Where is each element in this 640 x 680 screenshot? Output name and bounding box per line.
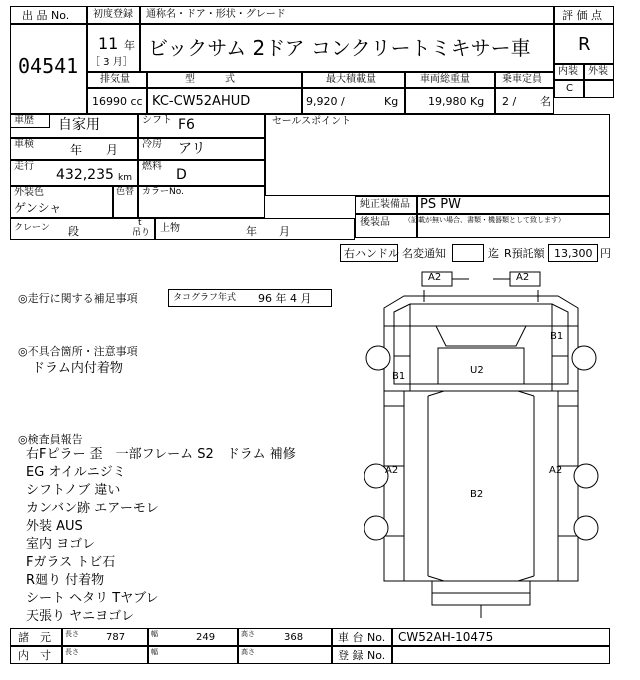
inspector-line: R廻り 付着物 [26,573,105,588]
crane-label: クレーン [14,223,50,233]
inner-length-label: 長さ [65,648,79,656]
history-label: 車歴 [14,115,34,126]
lot-number: 04541 [18,54,79,78]
gross-weight-label: 車両総重量 [420,74,470,85]
exterior-grade-label: 外装 [588,66,608,77]
dims-label: 諸 元 [18,631,51,644]
interior-grade-label: 内装 [558,66,578,77]
aftermarket-label: 後装品 [360,217,390,228]
inner-height-label: 高さ [241,648,255,656]
max-load-unit: Kg [384,95,399,108]
color-change-label: 色替 [116,187,135,197]
fuel-label: 燃料 [142,161,162,172]
handle-value: 右ハンドル [344,247,399,260]
first-reg-month: ［ 3 月］ [90,57,133,68]
chassis-no: CW52AH-10475 [398,630,494,644]
inspector-line: 室内 ヨゴレ [26,537,96,552]
first-reg-year: 11 [98,34,119,53]
inspection-value: 年 月 [70,143,119,157]
truck-damage-diagram [364,266,604,628]
crane-lift: 吊り [132,228,151,238]
upper-date: 年 月 [246,225,290,238]
inner-label: 内 寸 [18,649,51,662]
displacement-label: 排気量 [100,74,130,85]
damage-a2-top-left: A2 [428,272,442,283]
model-label: 通称名・ドア・形状・グレード [146,9,286,20]
history-value: 自家用 [58,117,100,133]
color-no-label: カラーNo. [142,187,184,197]
cancel-label: 迄 [488,247,499,260]
damage-a2-right: A2 [549,465,563,476]
inner-width-cell [148,646,238,664]
capacity-unit: 名 [540,95,551,108]
fuel-value: D [176,167,187,183]
capacity-value: 2 / [502,95,517,108]
equipment-label: 純正装備品 [360,199,410,210]
ac-value: アリ [178,141,206,157]
width-cell [148,628,238,646]
inspector-line: シフトノブ 違い [26,483,121,498]
exterior-grade-cell [584,80,614,98]
damage-b2: B2 [470,489,484,500]
length-label: 長さ [65,630,79,638]
inner-width-label: 幅 [151,648,158,656]
inspection-label: 車検 [14,139,34,150]
crane-stage: 段 [68,225,79,238]
model-code-label: 型 式 [185,74,235,85]
inspector-line: 外装 AUS [26,519,83,534]
model-code-value: KC-CW52AHUD [152,94,251,109]
shift-label: シフト [142,115,172,126]
defects-label: ◎不具合箇所・注意事項 [18,345,138,358]
overall-grade: R [578,34,591,55]
max-load-value: 9,920 / [306,95,345,108]
displacement-value: 16990 cc [92,95,143,108]
damage-a2-left: A2 [385,465,399,476]
mileage-label: 走行 [14,161,34,172]
crane-t: t [138,218,142,228]
max-load-label: 最大積載量 [326,74,376,85]
mileage-unit: km [118,173,132,183]
equipment-value: PS PW [420,197,461,212]
shift-value: F6 [178,117,195,133]
reg-cell [392,646,610,664]
gross-weight-value: 19,980 Kg [428,95,485,108]
name-change-label: 名変通知 [402,247,446,260]
upper-label: 上物 [160,223,180,234]
ac-label: 冷房 [142,139,162,150]
reg-label: 登 録 No. [338,649,386,662]
inspector-line: 右Fピラー 歪 一部フレーム S2 ドラム 補修 [26,447,296,462]
grade-label: 評 価 点 [562,9,602,22]
tacho-label: タコグラフ年式 [173,293,237,303]
aftermarket-note: （記載が無い場合、書類・機器類として致します） [404,216,565,224]
lot-label: 出 品 No. [22,9,70,22]
interior-grade: C [566,83,573,94]
inspector-line: Fガラス トビ石 [26,555,116,570]
inspector-line: 天張り ヤニヨゴレ [26,609,135,624]
inspector-line: EG オイルニジミ [26,465,126,480]
damage-b1-left: B1 [392,371,406,382]
inspector-line: カンバン跡 エアーモレ [26,501,159,516]
sales-point-label: セールスポイント [272,116,352,127]
mileage-value: 432,235 [56,167,114,183]
driving-notes-label: ◎走行に関する補足事項 [18,292,138,305]
r-price-value: 13,300 [554,247,593,260]
damage-a2-top-right: A2 [516,272,530,283]
tacho-year: 96 年 4 月 [258,292,312,305]
inspector-report-label: ◎検査員報告 [18,433,83,446]
color-value: ゲンシャ [14,201,62,215]
height-label: 高さ [241,630,255,638]
chassis-label: 車 台 No. [338,631,386,644]
damage-b1-right: B1 [550,331,564,342]
inspector-line: シート ヘタリ Tヤブレ [26,591,159,606]
width-value: 249 [196,632,216,643]
color-label: 外装色 [14,187,44,198]
length-value: 787 [106,632,126,643]
first-reg-year-unit: 年 [124,39,135,52]
capacity-label: 乗車定員 [502,74,542,85]
vehicle-title: ビックサム 2ドア コンクリートミキサー車 [148,36,531,60]
damage-u2: U2 [470,365,484,376]
defects-value: ドラム内付着物 [32,361,123,376]
r-price-unit: 円 [600,247,611,260]
r-price-label: R預託額 [504,247,545,260]
height-value: 368 [284,632,304,643]
width-label: 幅 [151,630,158,638]
first-reg-label: 初度登録 [93,9,133,20]
name-change-box [452,244,484,262]
